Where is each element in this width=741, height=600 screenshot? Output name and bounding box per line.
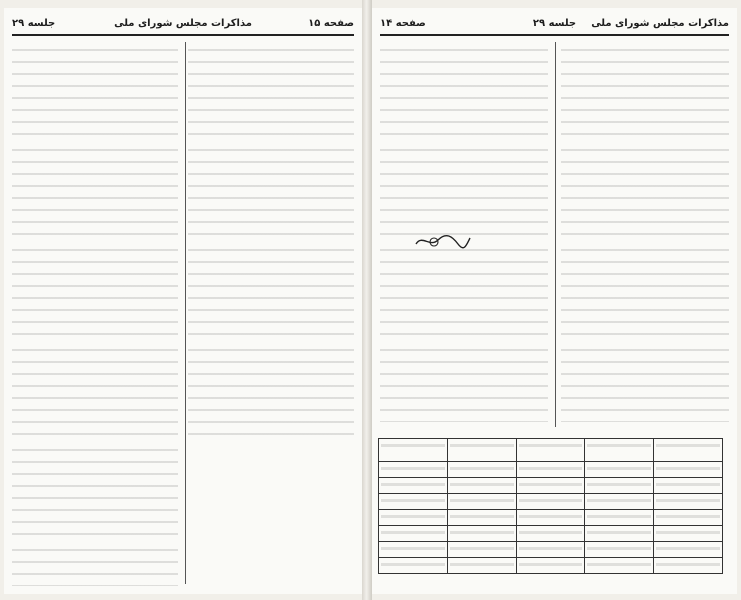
table-cell <box>447 510 516 526</box>
statistics-table-container <box>378 438 723 574</box>
paragraph <box>12 242 178 338</box>
table-cell <box>585 494 654 510</box>
paragraph <box>380 342 548 422</box>
right-page-column-left <box>380 42 548 422</box>
statistics-table <box>378 438 723 574</box>
table-header-cell <box>585 439 654 462</box>
table-cell <box>447 558 516 574</box>
paragraph <box>188 142 354 238</box>
left-page-column-left <box>12 42 178 586</box>
table-cell <box>379 494 448 510</box>
paragraph <box>561 242 729 338</box>
paragraph <box>561 42 729 138</box>
table-cell <box>516 558 585 574</box>
table-cell <box>379 526 448 542</box>
table-cell <box>654 526 723 542</box>
table-row <box>379 478 723 494</box>
left-page-title: مذاکرات مجلس شورای ملی <box>114 18 252 29</box>
right-page-title: مذاکرات مجلس شورای ملی <box>591 18 729 29</box>
table-cell <box>379 542 448 558</box>
table-row <box>379 510 723 526</box>
right-page-session: جلسه ۲۹ <box>532 18 577 29</box>
paragraph <box>12 42 178 138</box>
table-cell <box>379 478 448 494</box>
table-cell <box>447 478 516 494</box>
table-cell <box>654 510 723 526</box>
table-cell <box>516 542 585 558</box>
table-cell <box>379 462 448 478</box>
book-gutter <box>362 0 372 600</box>
table-header-cell <box>379 439 448 462</box>
table-cell <box>585 478 654 494</box>
right-page <box>372 8 737 594</box>
paragraph <box>12 142 178 238</box>
table-cell <box>654 542 723 558</box>
left-page-header <box>12 18 354 36</box>
table-cell <box>585 542 654 558</box>
paragraph <box>188 342 354 438</box>
table-cell <box>447 526 516 542</box>
table-row <box>379 462 723 478</box>
table-header-row <box>379 439 723 462</box>
table-cell <box>516 494 585 510</box>
right-page-column-right <box>561 42 729 422</box>
table-cell <box>585 462 654 478</box>
left-page-column-right <box>188 42 354 586</box>
table-row <box>379 494 723 510</box>
table-cell <box>516 462 585 478</box>
paragraph <box>380 242 548 338</box>
left-page <box>4 8 362 594</box>
table-cell <box>585 510 654 526</box>
table-cell <box>654 462 723 478</box>
right-page-number: صفحه ۱۴ <box>380 18 426 29</box>
table-cell <box>516 478 585 494</box>
table-cell <box>654 478 723 494</box>
table-header-cell <box>516 439 585 462</box>
column-divider <box>555 42 556 427</box>
left-page-session: جلسه ۲۹ <box>12 18 56 29</box>
table-row <box>379 526 723 542</box>
paragraph <box>188 42 354 138</box>
paragraph <box>380 42 548 138</box>
table-row <box>379 542 723 558</box>
table-cell <box>379 510 448 526</box>
table-cell <box>447 494 516 510</box>
table-row <box>379 558 723 574</box>
paragraph <box>188 242 354 338</box>
table-cell <box>447 462 516 478</box>
paragraph <box>12 542 178 586</box>
table-cell <box>654 494 723 510</box>
paragraph <box>380 142 548 238</box>
paragraph <box>561 342 729 422</box>
table-cell <box>585 558 654 574</box>
table-cell <box>379 558 448 574</box>
paragraph <box>12 442 178 538</box>
paragraph <box>12 342 178 438</box>
table-header-cell <box>447 439 516 462</box>
right-page-header <box>380 18 729 36</box>
table-header-cell <box>654 439 723 462</box>
table-cell <box>516 526 585 542</box>
paragraph <box>561 142 729 238</box>
left-page-number: صفحه ۱۵ <box>308 18 354 29</box>
table-cell <box>516 510 585 526</box>
column-divider <box>185 42 186 584</box>
table-cell <box>585 526 654 542</box>
table-cell <box>447 542 516 558</box>
table-cell <box>654 558 723 574</box>
